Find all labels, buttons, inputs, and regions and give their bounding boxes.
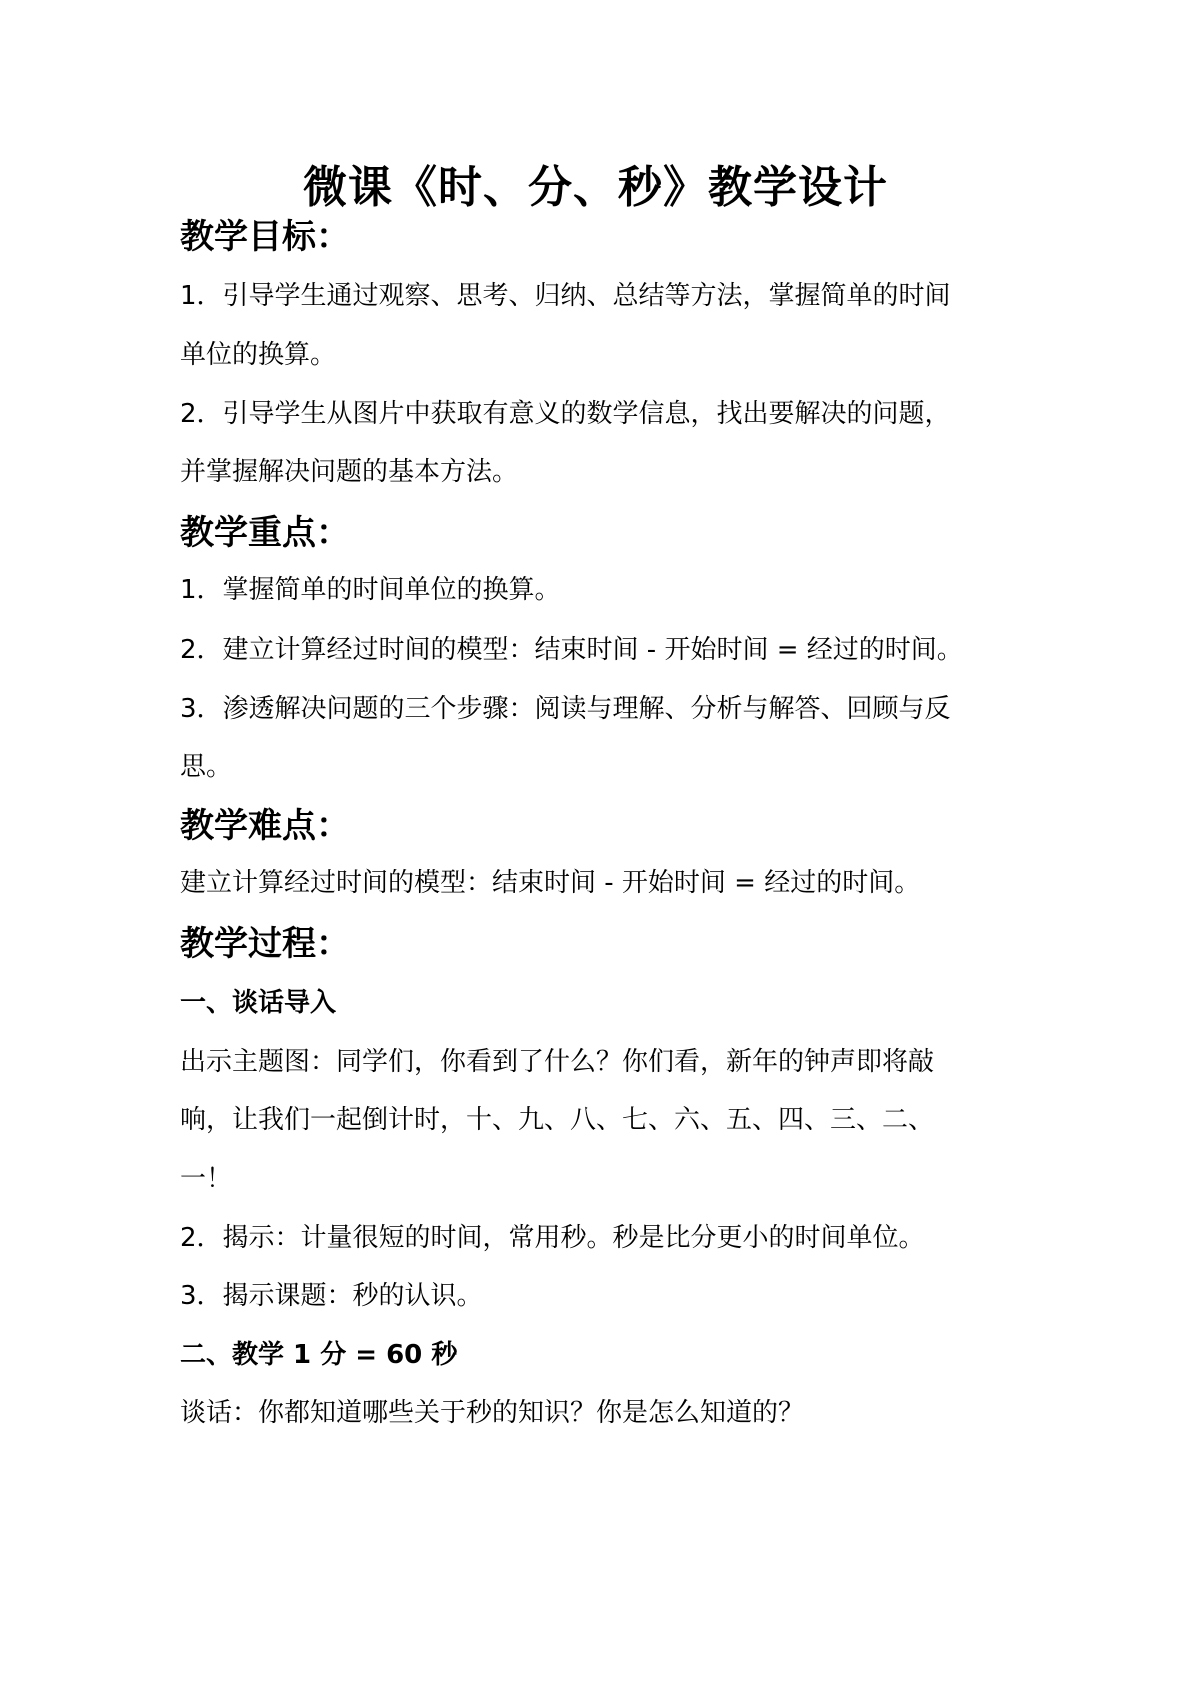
section-1-para-line-2: 响，让我们一起倒计时，十、九、八、七、六、五、四、三、二、	[180, 1105, 935, 1135]
objectives-heading: 教学目标：	[180, 217, 350, 257]
objective-1-line-1: 1．引导学生通过观察、思考、归纳、总结等方法，掌握简单的时间	[180, 281, 951, 311]
key-point-3-line-2: 思。	[180, 752, 233, 782]
difficulties-heading: 教学难点：	[180, 806, 350, 846]
section-1-para-line-3: 一！	[180, 1164, 233, 1194]
objective-1-line-2: 单位的换算。	[180, 340, 337, 370]
section-2-para: 谈话：你都知道哪些关于秒的知识？你是怎么知道的？	[180, 1398, 805, 1428]
objective-2-line-2: 并掌握解决问题的基本方法。	[180, 457, 519, 487]
section-1-item-3: 3．揭示课题：秒的认识。	[180, 1281, 483, 1311]
key-point-1: 1．掌握简单的时间单位的换算。	[180, 575, 561, 605]
objective-2-line-1: 2．引导学生从图片中获取有意义的数学信息，找出要解决的问题，	[180, 399, 951, 429]
section-2-heading: 二、教学 1 分 = 60 秒	[180, 1340, 458, 1370]
section-1-para-line-1: 出示主题图：同学们，你看到了什么？你们看，新年的钟声即将敲	[180, 1047, 935, 1077]
key-points-heading: 教学重点：	[180, 513, 350, 553]
key-point-3-line-1: 3．渗透解决问题的三个步骤：阅读与理解、分析与解答、回顾与反	[180, 694, 951, 724]
section-1-item-2: 2．揭示：计量很短的时间，常用秒。秒是比分更小的时间单位。	[180, 1223, 925, 1253]
document-title: 微课《时、分、秒》教学设计	[303, 162, 888, 213]
difficulty-text: 建立计算经过时间的模型：结束时间 - 开始时间 = 经过的时间。	[180, 868, 921, 898]
key-point-2: 2．建立计算经过时间的模型：结束时间 - 开始时间 = 经过的时间。	[180, 635, 963, 665]
section-1-heading: 一、谈话导入	[180, 988, 337, 1018]
process-heading: 教学过程：	[180, 924, 350, 964]
